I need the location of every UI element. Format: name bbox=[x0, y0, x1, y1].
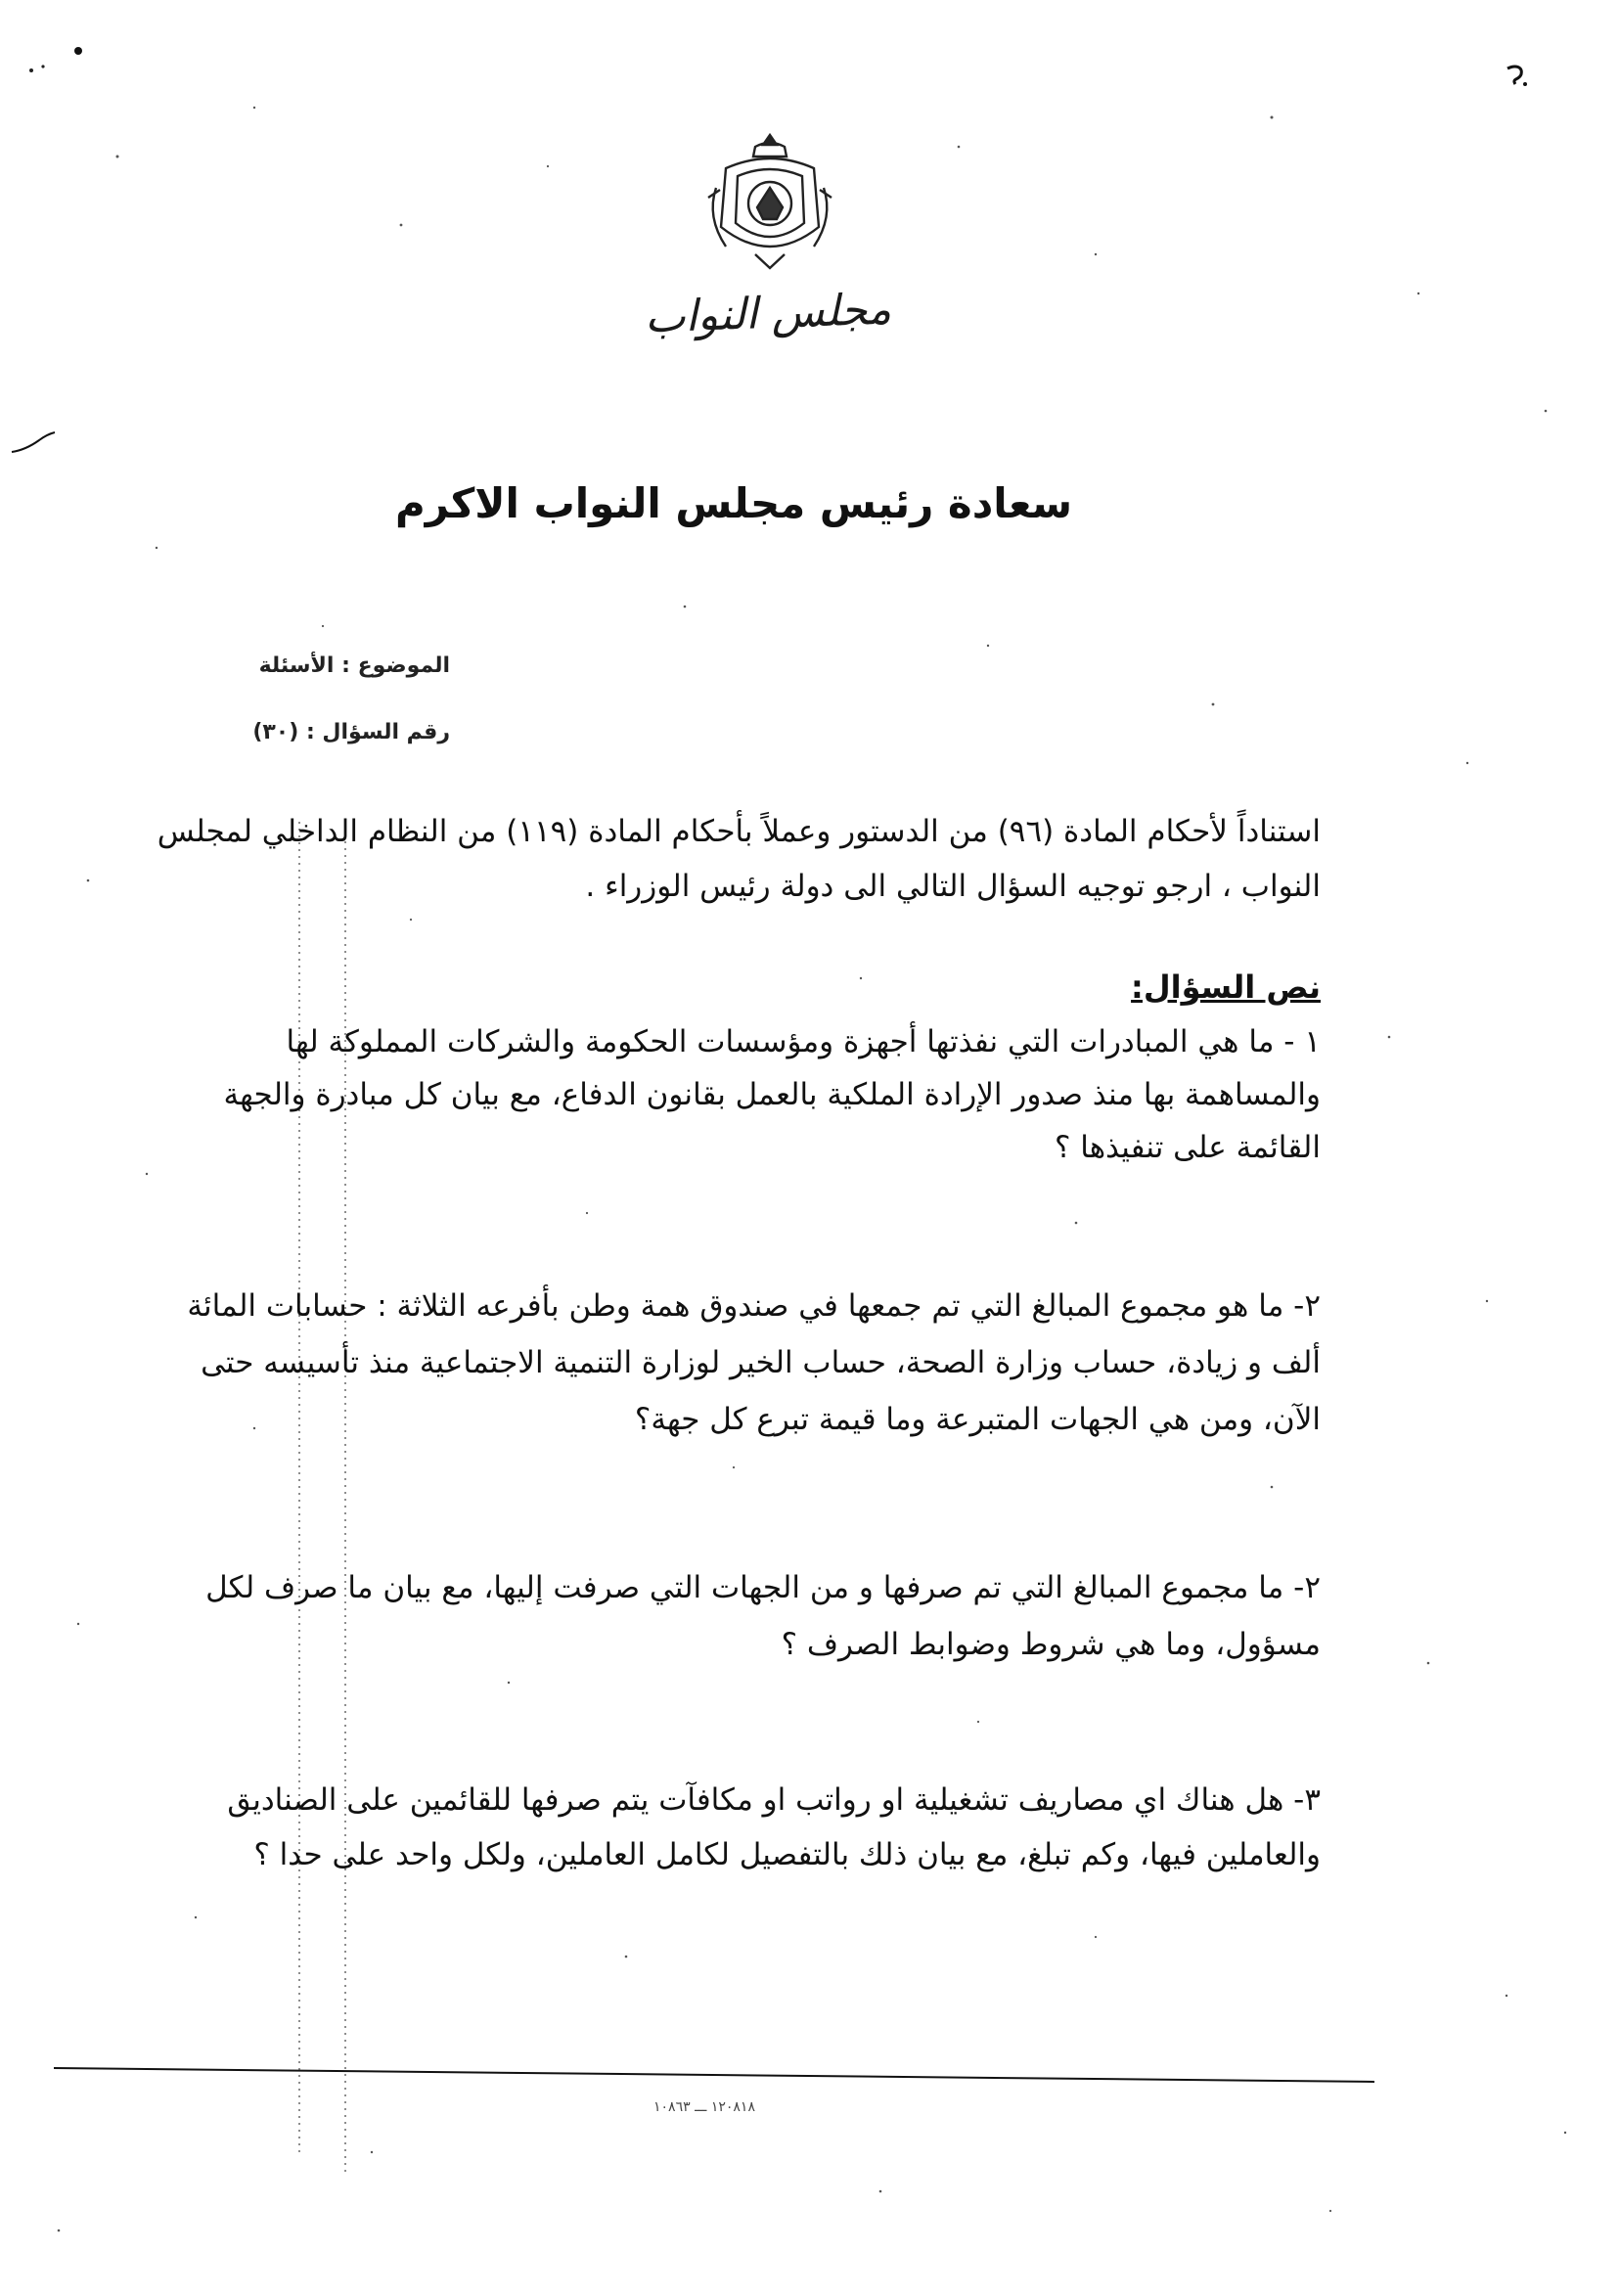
letterhead-title: مجلس النواب bbox=[644, 284, 892, 343]
question-item-3: ٢- ما مجموع المبالغ التي تم صرفها و من الجهات التي صرفت إليها، مع بيان ما صرف لكل مسؤول، وما هي شروط وضوابط الصرف ؟ bbox=[205, 1570, 1321, 1662]
handwritten-tick-icon bbox=[10, 428, 57, 458]
corner-mark-icon bbox=[1502, 61, 1531, 90]
questions-heading: نص السؤال: bbox=[1131, 968, 1321, 1006]
footer-divider bbox=[54, 2062, 1374, 2086]
addressee-heading: سعادة رئيس مجلس النواب الاكرم bbox=[394, 479, 1073, 527]
question-item-2: ٢- ما هو مجموع المبالغ التي تم جمعها في صندوق همة وطن بأفرعه الثلاثة : حسابات المائة ألف و زيادة، حساب وزارة الصحة، حساب الخير لوزارة التنمية الاجتماعية منذ تأسيسه حتى الآن، ومن هي الجهات المتبرعة وما قيمة تبرع كل جهة؟ bbox=[187, 1288, 1321, 1437]
question-number-line: رقم السؤال : (٣٠) bbox=[252, 720, 450, 744]
question-item-4: ٣- هل هناك اي مصاريف تشغيلية او رواتب او مكافآت يتم صرفها للقائمين على الصناديق والعاملين فيها، وكم تبلغ، مع بيان ذلك بالتفصيل لكامل العاملين، ولكل واحد على حدا ؟ bbox=[227, 1782, 1321, 1872]
subject-line: الموضوع : الأسئلة bbox=[258, 653, 450, 678]
question-item-1: ١ - ما هي المبادرات التي نفذتها أجهزة ومؤسسات الحكومة والشركات المملوكة لها والمساهمة بها منذ صدور الإرادة الملكية بالعمل بقانون الدفاع، مع بيان كل مبادرة والجهة القائمة على تنفيذها ؟ bbox=[223, 1024, 1321, 1165]
intro-paragraph: استناداً لأحكام المادة (٩٦) من الدستور وعملاً بأحكام المادة (١١٩) من النظام الداخلي لمجلس النواب ، ارجو توجيه السؤال التالي الى دولة رئيس الوزراء . bbox=[157, 814, 1321, 904]
scan-mark-dots bbox=[23, 45, 82, 84]
footer-reference: ١٢٠٨١٨ ـــ ١٠٨٦٣ bbox=[653, 2099, 755, 2115]
royal-crest-icon bbox=[697, 129, 843, 276]
